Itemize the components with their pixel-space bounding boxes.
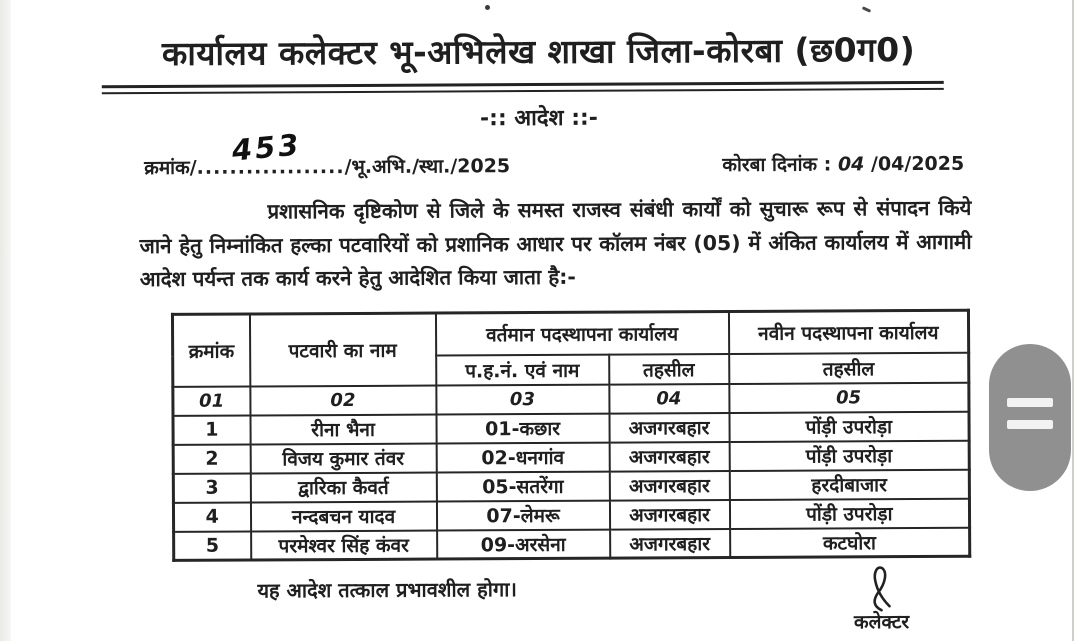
title-underline [102,81,944,94]
table-row [174,527,970,560]
place-and-date [722,150,964,177]
cell-name: द्वारिका कैवर्त [250,472,436,502]
cell-phn: 02-धनगांव [436,442,609,472]
serial-label: क्रमांक/ [144,156,197,180]
scroll-drag-handle[interactable] [989,344,1071,491]
cell-tehsil: अजगरबहार [609,500,729,530]
cell-serial: 4 [173,502,250,531]
cell-tehsil: अजगरबहार [609,413,729,443]
header-phn-name: प.ह.नं. एवं नाम [436,354,609,385]
column-number: 03 [436,384,609,414]
signature-block [821,564,941,635]
drag-handle-icon [1007,398,1053,407]
effective-immediately-note: यह आदेश तत्काल प्रभावशील होगा। [257,577,518,603]
handwritten-serial-number: 453 [230,127,304,168]
office-title: कार्यालय कलेक्टर भू-अभिलेख शाखा जिला-कोरबा (छ0ग0) [161,30,916,73]
cell-phn: 01-कछार [436,413,609,443]
cell-name: परमेश्वर सिंह कंवर [251,530,437,560]
date-rest: /04/2025 [870,152,965,176]
header-tehsil-new: तहसील [729,352,969,383]
dotted-blank: .................. 453 [196,127,345,179]
cell-name: नन्दबचन यादव [250,501,436,531]
column-number: 05 [729,382,969,412]
cell-new-tehsil: हरदीबाजार [729,469,969,499]
header-current-posting-group: वर्तमान पदस्थापना कार्यालय [435,312,728,356]
cell-tehsil: अजगरबहार [609,471,729,501]
header-new-posting-group: नवीन पदस्थापना कार्यालय [728,310,968,353]
header-patwari-name: पटवारी का नाम [249,313,435,386]
table-row [173,469,969,502]
cell-tehsil: अजगरबहार [609,442,729,472]
cell-serial: 2 [173,444,250,473]
reference-number [144,127,511,180]
date-label: कोरबा दिनांक : [722,153,838,177]
signatory-title: कलेक्टर [853,611,910,634]
cell-phn: 09-अरसेना [437,529,610,559]
cell-new-tehsil: पोंड़ी उपरोड़ा [729,498,969,528]
table-row [173,440,969,473]
column-number: 02 [250,385,436,415]
drag-handle-icon [1007,420,1053,429]
cell-new-tehsil: पोंड़ी उपरोड़ा [729,440,969,470]
signature-mark-icon [859,564,903,612]
cell-tehsil: अजगरबहार [610,529,730,559]
cell-new-tehsil: पोंड़ी उपरोड़ा [729,411,969,441]
table-row [173,498,969,531]
header-serial: क्रमांक [172,314,249,386]
cell-new-tehsil: कटघोरा [730,527,970,557]
column-number: 04 [609,384,729,414]
table-row [173,411,969,444]
department-suffix: /भू.अभि./स्था./2025 [344,155,511,179]
column-number: 01 [173,386,250,415]
cell-phn: 07-लेमरू [436,500,609,530]
cell-name: विजय कुमार तंवर [250,443,436,473]
cell-name: रीना भैना [250,414,436,444]
order-heading: -:: आदेश ::- [479,105,598,132]
cell-serial: 1 [173,415,250,444]
cell-serial: 5 [174,531,251,560]
header-tehsil-current: तहसील [609,354,729,385]
patwari-transfer-table [171,309,971,562]
cell-serial: 3 [173,473,250,502]
order-body-paragraph: प्रशासनिक दृष्टिकोण से जिले के समस्त राजस्व संबंधी कार्यों को सुचारू रूप से संपादन किये जाने हेतु निम्नांकित हल्का पटवारियों को प्रशानिक आधार पर कॉलम नंबर (05) में अंकित कार्यालय में आगामी आदेश पर्यन्त तक कार्य करने हेतु आदेशित किया जाता है:- [139,195,972,292]
reference-line [144,127,965,180]
handwritten-date-part: 04 [837,153,865,176]
cell-phn: 05-सतरेंगा [436,471,609,501]
